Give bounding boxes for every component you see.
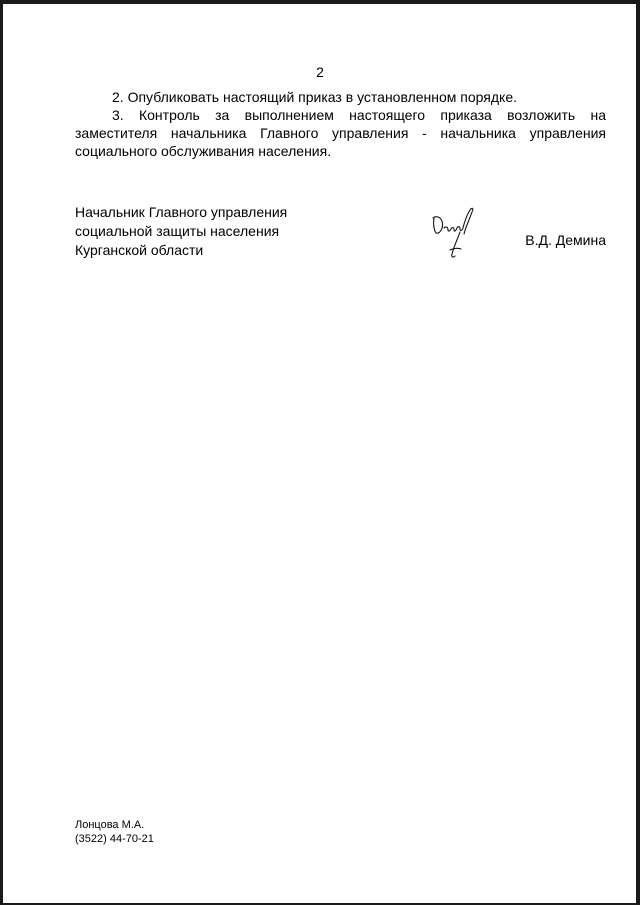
signatory-title-line: Курганской области (75, 242, 204, 258)
handwritten-signature (430, 206, 490, 262)
paragraph-publish: 2. Опубликовать настоящий приказ в установленном порядке. (112, 89, 518, 105)
document-body (75, 88, 606, 160)
signatory-title-line: Начальник Главного управления (75, 204, 288, 220)
signatory-title (75, 203, 287, 260)
signatory-name: В.Д. Демина (525, 232, 606, 248)
executor-phone: (3522) 44-70-21 (75, 833, 154, 845)
page-number: 2 (316, 64, 324, 80)
signatory-title-line: социальной защиты населения (75, 223, 280, 239)
paragraph-control: 3. Контроль за выполнением настоящего приказа возложить на заместителя начальника Главного управления - начальника управления социального обслуживания населения. (75, 107, 606, 159)
executor-name: Лонцова М.А. (75, 819, 145, 831)
executor-info (75, 818, 154, 846)
